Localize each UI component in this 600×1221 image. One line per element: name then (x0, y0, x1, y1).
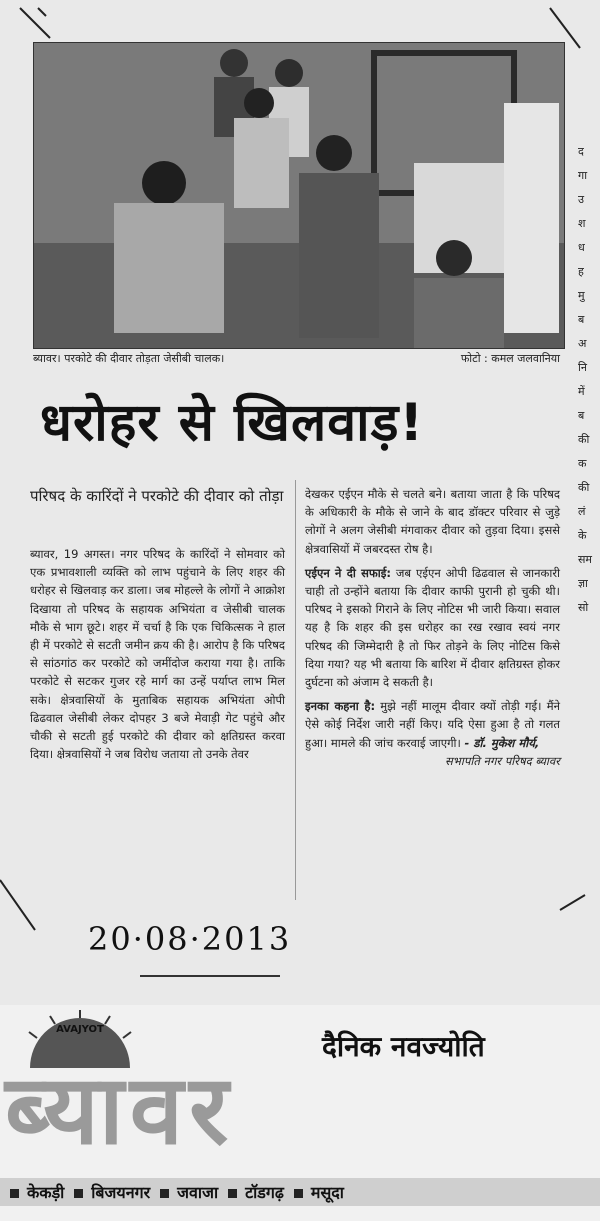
section-lead: इनका कहना है: (305, 699, 376, 714)
strip-text: में (578, 385, 585, 398)
strip-text: ब (578, 313, 585, 326)
strip-text: नि (578, 361, 587, 374)
town-item: जवाजा (160, 1181, 218, 1203)
strip-text: ह (578, 265, 584, 278)
article-paragraph: ब्यावर, 19 अगस्त। नगर परिषद के कारिंदों ने सोमवार को एक प्रभावशाली व्यक्ति को लाभ पहुंचाने के लिए शहर की धरोहर से खिलवाड़ कर डाला। जब मोहल्ले के लोगों ने आक्रोश दिखाया तो परिषद के सहायक अभियंता व जेसीबी चालक मौके से भाग छूटे। शहर में चर्चा है कि एक चिकित्सक ने हाल ही में परकोटे से सटती जमीन क्रय की है। आरोप है कि परिषद से सांठगांठ कर परकोटे को जमींदोज कराया गया है। ताकि परकोटे से सटकर गुजर रहे मार्ग का उन्हें पर्याप्त लाभ मिल सके। क्षेत्रवासियों के मुताबिक सहायक अभियंता ओपी ढिढवाल जेसीबी लेकर दोपहर 3 बजे मेवाड़ी गेट पहुंचे और चौकी से सटती हुई परकोटे की दीवार को क्षतिग्रस्त करवा दिया। क्षेत्रवासियों ने जब विरोध जताया तो उनके तेवर (30, 547, 285, 762)
article-column-1 (30, 545, 285, 763)
date-underline (140, 975, 280, 977)
strip-text: उ (578, 193, 585, 206)
signature-name: - डॉ. मुकेश मौर्य, (464, 735, 540, 750)
news-photo (33, 42, 565, 349)
strip-text: अ (578, 337, 587, 350)
strip-text: की (578, 433, 590, 446)
photo-caption: ब्यावर। परकोटे की दीवार तोड़ता जेसीबी चालक। (33, 352, 225, 365)
adjacent-article-strip (578, 140, 600, 620)
signature-title: सभापति नगर परिषद ब्यावर (445, 753, 560, 768)
edition-city: ब्यावर (5, 1054, 235, 1166)
section-lead: एईएन ने दी सफाई: (305, 565, 391, 580)
column-divider (295, 480, 296, 900)
bullet-square-icon (160, 1189, 169, 1198)
article-column-2 (305, 485, 560, 770)
photo-illustration (34, 43, 564, 348)
strip-text: मु (578, 289, 585, 302)
section-text: जब एईएन ओपी ढिढवाल से जानकारी चाही तो उन्होंने बताया कि दीवार काफी पुरानी हो चुकी थी। परिषद ने इसको गिराने के लिए नोटिस भी जारी किया। सवाल यह है कि शहर की इस धरोहर का रख रखाव स्वयं नगर परिषद की जिम्मेदारी है तो फिर तोड़ने के लिए नोटिस किसे दिया गया? यह भी बताया कि बारिश में दीवार क्षतिग्रस्त होकर दुर्घटना को अंजाम दे सकती है। (305, 565, 561, 690)
bullet-square-icon (294, 1189, 303, 1198)
town-item: मसूदा (294, 1181, 344, 1203)
logo-text: AVAJYOT (56, 1024, 104, 1035)
newspaper-brand: दैनिक नवज्योति (322, 1030, 485, 1063)
bullet-square-icon (10, 1189, 19, 1198)
strip-text: गा (578, 169, 588, 182)
strip-text: सम (578, 553, 593, 566)
bullet-square-icon (74, 1189, 83, 1198)
strip-text: ब (578, 409, 585, 422)
strip-text: श (578, 217, 586, 230)
section-text: मुझे नहीं मालूम दीवार क्यों तोड़ी गई। मैंने ऐसे कोई निर्देश जारी नहीं किए। यदि ऐसा हुआ है तो गलत हुआ। मामले की जांच करवाई जाएगी। (305, 699, 560, 750)
article-paragraph (305, 564, 560, 691)
article-paragraph: देखकर एईएन मौके से चलते बने। बताया जाता है कि परिषद के अधिकारी के मौके से जाने के बाद डॉक्टर परिवार से जुड़े लोगों ने अलग जेसीबी मंगवाकर दीवार को तुड़वा दिया। इससे क्षेत्रवासियों में जबरदस्त रोष है। (305, 487, 560, 556)
town-item: बिजयनगर (74, 1181, 150, 1203)
edition-towns-bar (0, 1178, 600, 1206)
article-paragraph (305, 697, 560, 752)
strip-text: के (578, 529, 587, 542)
strip-text: लं (578, 505, 586, 518)
strip-text: की (578, 481, 590, 494)
strip-text: क (578, 457, 587, 470)
town-item: टॉडगढ़ (228, 1181, 284, 1203)
strip-text: सो (578, 601, 589, 614)
strip-text: ध (578, 241, 585, 254)
bullet-square-icon (228, 1189, 237, 1198)
subheadline: परिषद के कारिंदों ने परकोटे की दीवार को तोड़ा (30, 487, 284, 505)
town-item: केकड़ी (10, 1181, 64, 1203)
handwritten-date: 20·08·2013 (88, 920, 292, 958)
strip-text: द (578, 145, 584, 158)
photo-credit: फोटो : कमल जलवानिया (460, 352, 560, 365)
strip-text: ज्ञा (578, 577, 588, 590)
headline: धरोहर से खिलवाड़! (40, 393, 425, 453)
